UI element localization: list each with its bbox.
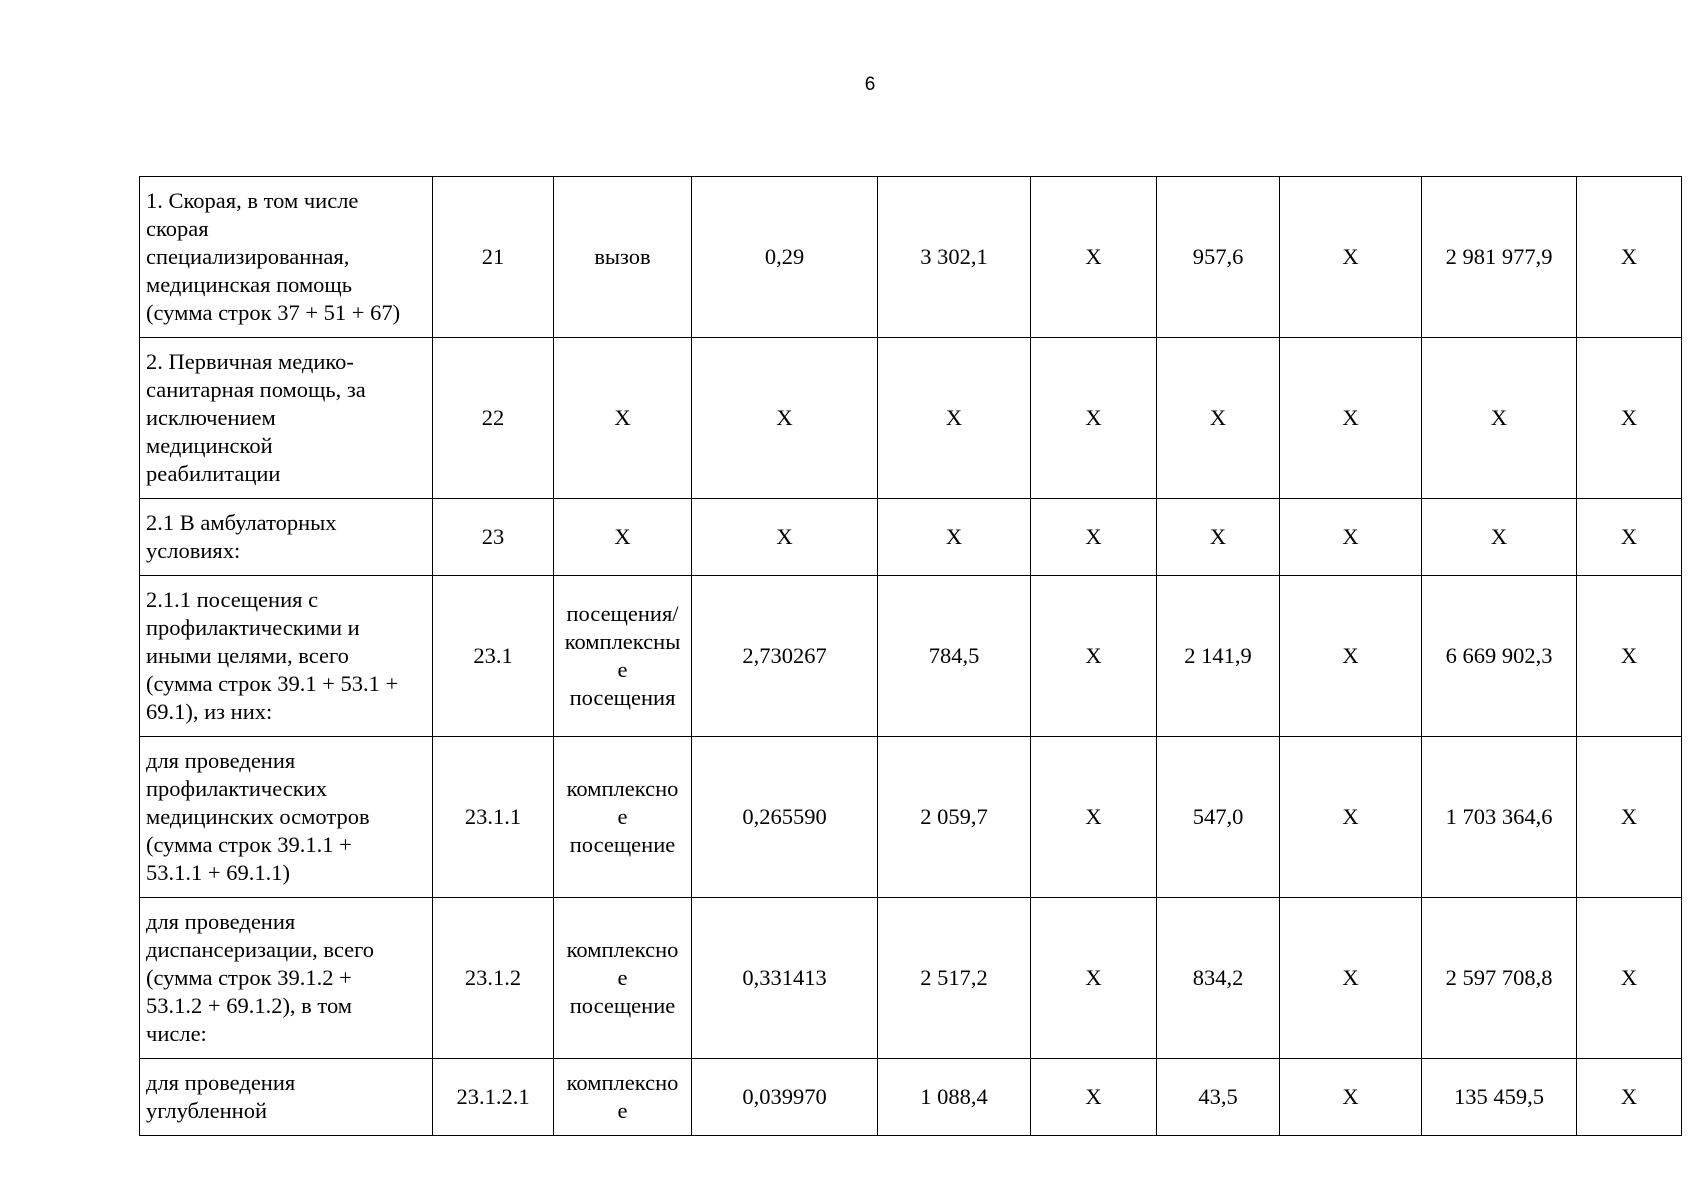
indicator-name-line: профилактических: [146, 776, 327, 801]
value-cell-c6: X: [1031, 737, 1157, 898]
row-number-cell: 23: [433, 499, 554, 576]
indicator-name-cell: [140, 576, 433, 737]
unit-line: комплексны: [564, 629, 681, 654]
table-row: [140, 576, 1682, 737]
indicator-name-line: скорая: [146, 216, 209, 241]
table-row: [140, 737, 1682, 898]
value-cell-c8: X: [1280, 898, 1422, 1059]
indicator-name-line: специализированная,: [146, 244, 350, 269]
unit-line: посещение: [569, 993, 676, 1018]
value-cell-c9: 2 981 977,9: [1422, 177, 1577, 338]
value-cell-c9: 2 597 708,8: [1422, 898, 1577, 1059]
indicator-name-cell: [140, 1059, 433, 1136]
value-cell-c6: X: [1031, 1059, 1157, 1136]
indicator-name-line: 53.1.1 + 69.1.1): [146, 860, 290, 885]
value-cell-c4: 0,265590: [692, 737, 878, 898]
indicator-name-line: диспансеризации, всего: [146, 937, 374, 962]
unit-cell: [554, 737, 692, 898]
table-row: [140, 177, 1682, 338]
row-number-cell: 23.1.2: [433, 898, 554, 1059]
unit-cell: [554, 499, 692, 576]
indicator-name-line: (сумма строк 37 + 51 + 67): [146, 300, 401, 325]
unit-cell: [554, 338, 692, 499]
indicator-name-line: реабилитации: [146, 461, 281, 486]
value-cell-c9: 1 703 364,6: [1422, 737, 1577, 898]
value-cell-c10: X: [1577, 737, 1682, 898]
indicator-name-line: 2.1.1 посещения с: [146, 587, 319, 612]
data-table: [139, 176, 1682, 1136]
unit-line: вызов: [594, 244, 651, 269]
unit-line: е: [617, 965, 628, 990]
value-cell-c7: 2 141,9: [1157, 576, 1280, 737]
unit-line: посещение: [569, 832, 676, 857]
value-cell-c10: X: [1577, 576, 1682, 737]
indicator-name-line: 2. Первичная медико-: [146, 349, 354, 374]
value-cell-c10: X: [1577, 1059, 1682, 1136]
indicator-name-line: условиях:: [146, 538, 241, 563]
indicator-name-line: 53.1.2 + 69.1.2), в том: [146, 993, 353, 1018]
row-number-cell: 22: [433, 338, 554, 499]
indicator-name-line: медицинская помощь: [146, 272, 353, 297]
value-cell-c10: X: [1577, 338, 1682, 499]
value-cell-c5: 784,5: [878, 576, 1031, 737]
row-number-cell: 23.1.2.1: [433, 1059, 554, 1136]
unit-line: комплексно: [566, 1070, 679, 1095]
unit-cell: [554, 576, 692, 737]
value-cell-c4: X: [692, 338, 878, 499]
table-row: [140, 898, 1682, 1059]
value-cell-c7: X: [1157, 338, 1280, 499]
value-cell-c7: 43,5: [1157, 1059, 1280, 1136]
value-cell-c8: X: [1280, 576, 1422, 737]
value-cell-c4: X: [692, 499, 878, 576]
value-cell-c9: X: [1422, 499, 1577, 576]
value-cell-c10: X: [1577, 499, 1682, 576]
unit-cell: [554, 177, 692, 338]
value-cell-c5: X: [878, 338, 1031, 499]
value-cell-c8: X: [1280, 338, 1422, 499]
indicator-name-cell: [140, 177, 433, 338]
unit-line: е: [617, 657, 628, 682]
value-cell-c8: X: [1280, 177, 1422, 338]
value-cell-c6: X: [1031, 576, 1157, 737]
indicator-name-line: 2.1 В амбулаторных: [146, 510, 337, 535]
indicator-name-line: числе:: [146, 1021, 207, 1046]
value-cell-c4: 0,039970: [692, 1059, 878, 1136]
value-cell-c6: X: [1031, 338, 1157, 499]
indicator-name-cell: [140, 898, 433, 1059]
value-cell-c6: X: [1031, 177, 1157, 338]
value-cell-c9: X: [1422, 338, 1577, 499]
value-cell-c5: 3 302,1: [878, 177, 1031, 338]
unit-cell: [554, 1059, 692, 1136]
indicator-name-line: санитарная помощь, за: [146, 377, 366, 402]
unit-line: посещения/: [566, 601, 679, 626]
value-cell-c5: X: [878, 499, 1031, 576]
unit-cell: [554, 898, 692, 1059]
indicator-name-line: профилактическими и: [146, 615, 360, 640]
value-cell-c8: X: [1280, 1059, 1422, 1136]
value-cell-c7: X: [1157, 499, 1280, 576]
value-cell-c6: X: [1031, 898, 1157, 1059]
indicator-name-line: иными целями, всего: [146, 643, 349, 668]
indicator-name-line: (сумма строк 39.1 + 53.1 +: [146, 671, 399, 696]
indicator-name-line: исключением: [146, 405, 276, 430]
indicator-name-line: медицинской: [146, 433, 273, 458]
indicator-name-cell: [140, 737, 433, 898]
row-number-cell: 23.1.1: [433, 737, 554, 898]
table-row: [140, 338, 1682, 499]
value-cell-c9: 135 459,5: [1422, 1059, 1577, 1136]
indicator-name-line: для проведения: [146, 1070, 296, 1095]
page-number: 6: [864, 74, 876, 95]
value-cell-c4: 0,331413: [692, 898, 878, 1059]
indicator-name-cell: [140, 338, 433, 499]
value-cell-c9: 6 669 902,3: [1422, 576, 1577, 737]
value-cell-c10: X: [1577, 898, 1682, 1059]
unit-line: е: [617, 804, 628, 829]
value-cell-c5: 2 059,7: [878, 737, 1031, 898]
indicator-name-line: 69.1), из них:: [146, 699, 273, 724]
unit-line: X: [614, 405, 631, 430]
value-cell-c5: 2 517,2: [878, 898, 1031, 1059]
indicator-name-line: для проведения: [146, 909, 296, 934]
value-cell-c4: 0,29: [692, 177, 878, 338]
unit-line: X: [614, 524, 631, 549]
value-cell-c5: 1 088,4: [878, 1059, 1031, 1136]
unit-line: комплексно: [566, 937, 679, 962]
table-row: [140, 1059, 1682, 1136]
unit-line: посещения: [569, 685, 676, 710]
value-cell-c4: 2,730267: [692, 576, 878, 737]
value-cell-c7: 957,6: [1157, 177, 1280, 338]
value-cell-c7: 834,2: [1157, 898, 1280, 1059]
value-cell-c8: X: [1280, 499, 1422, 576]
indicator-name-line: (сумма строк 39.1.1 +: [146, 832, 352, 857]
indicator-name-line: для проведения: [146, 748, 296, 773]
indicator-name-line: (сумма строк 39.1.2 +: [146, 965, 352, 990]
value-cell-c8: X: [1280, 737, 1422, 898]
indicator-name-line: углубленной: [146, 1098, 267, 1123]
row-number-cell: 23.1: [433, 576, 554, 737]
unit-line: е: [617, 1098, 628, 1123]
row-number-cell: 21: [433, 177, 554, 338]
indicator-name-cell: [140, 499, 433, 576]
table-row: [140, 499, 1682, 576]
indicator-name-line: 1. Скорая, в том числе: [146, 188, 359, 213]
value-cell-c6: X: [1031, 499, 1157, 576]
indicator-name-line: медицинских осмотров: [146, 804, 370, 829]
value-cell-c7: 547,0: [1157, 737, 1280, 898]
value-cell-c10: X: [1577, 177, 1682, 338]
unit-line: комплексно: [566, 776, 679, 801]
